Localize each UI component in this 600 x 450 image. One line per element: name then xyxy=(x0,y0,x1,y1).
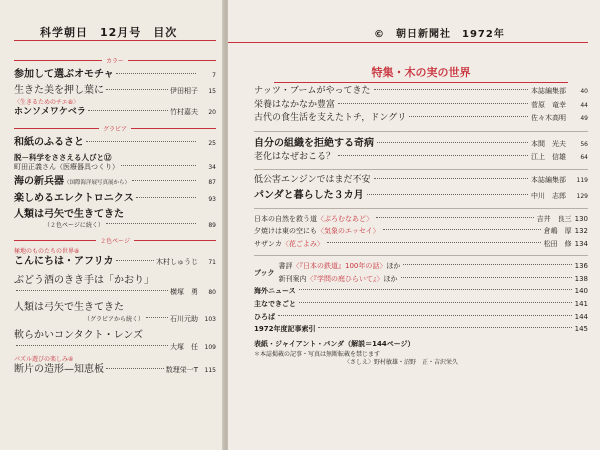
publisher-line: © 朝日新聞社 1972年 xyxy=(374,29,505,40)
toc-entry[interactable]: ホンソメワケベラ 竹村嘉夫 20 xyxy=(14,107,216,118)
toc-entry-sub[interactable]: （グラビアから続く） 石川元助 103 xyxy=(84,314,216,323)
toc-entry[interactable]: 栄養はなかなか豊富 菅原 竜幸 44 xyxy=(254,99,588,110)
toc-entry[interactable]: 低公害エンジンではまだ不安 本誌編集部 119 xyxy=(254,175,588,185)
toc-entry[interactable]: 人類は弓矢で生きてきた xyxy=(14,209,124,221)
cover-note: 表紙・ジャイアント・パンダ（解説＝144ページ） xyxy=(254,339,415,348)
toc-entry[interactable]: 老化はなぜおこる？ 江上 信雄 64 xyxy=(254,151,588,162)
section-gravure-label: グラビア xyxy=(14,124,216,133)
toc-entry[interactable]: 海の新兵器 （国際海洋展写真展から） 87 xyxy=(14,176,216,188)
right-header xyxy=(254,10,588,40)
toc-entry[interactable]: 楽しめるエレクトロニクス 93 xyxy=(14,192,216,204)
toc-entry[interactable]: 参加して選ぶオモチャ 7 xyxy=(14,69,216,80)
toc-entry[interactable]: 断片の造形—知恵板 数理栄一T 115 xyxy=(14,364,216,376)
toc-entry[interactable]: 古代の食生活を支えたトチ，ドングリ 佐々木高明 49 xyxy=(254,113,588,123)
toc-entry[interactable]: 軟らかいコンタクト・レンズ xyxy=(14,330,144,342)
section-color-label: カラー xyxy=(14,56,216,65)
toc-entry[interactable]: サザンカ 〈花ごよみ〉 松田 修 134 xyxy=(254,239,588,248)
contents-title: 科学朝日 12月号 目次 xyxy=(40,26,178,39)
toc-entry-sub[interactable]: 町田正義さん（医療器具つくり） 34 xyxy=(14,162,216,171)
series-subtitle: 極地のものたちの世界⑧ xyxy=(14,247,80,255)
right-page xyxy=(228,0,600,450)
section-two-color-label: ２色ページ xyxy=(14,236,216,245)
toc-entry[interactable]: 和紙のふるさと 25 xyxy=(14,137,216,149)
toc-entry[interactable]: 新刊案内 〈『学問の庭ひらいて』〉 ほか 138 xyxy=(278,274,588,283)
feature-title: 特集・木の実の世界 xyxy=(371,66,471,79)
toc-entry-sub[interactable]: 横塚 勇 80 xyxy=(14,288,216,297)
toc-entry[interactable]: 自分の組織を拒絶する奇病 本間 光夫 56 xyxy=(254,137,588,149)
toc-entry-sub[interactable]: 大塚 任 109 xyxy=(14,343,216,352)
series-subtitle: 〈生きるためのチエ⑧〉 xyxy=(14,99,80,106)
book-label: ブック xyxy=(254,268,275,277)
toc-entry[interactable]: ひろば 144 xyxy=(254,312,588,321)
toc-entry[interactable]: 1972年度記事索引 145 xyxy=(254,325,588,334)
series-subtitle: パズル遊びの楽しみ④ xyxy=(14,356,74,364)
toc-entry[interactable]: 日本の自然を救う道 〈ぷろむなあど〉 吉井 良三 130 xyxy=(254,214,588,223)
toc-entry[interactable]: 書評 〈『日本の鉄道』100年の話〉 ほか 136 xyxy=(278,262,588,271)
toc-entry[interactable]: 人類は弓矢で生きてきた xyxy=(14,302,124,314)
left-page xyxy=(0,0,224,450)
toc-entry[interactable]: ナッツ・ブームがやってきた 本誌編集部 40 xyxy=(254,86,588,96)
toc-entry[interactable]: 海外ニュース 140 xyxy=(254,287,588,296)
toc-entry[interactable]: 生きた美を押し葉に 伊田相子 15 xyxy=(14,84,216,96)
toc-entry-sub[interactable]: （２色ページに続く） 89 xyxy=(44,221,216,229)
footnote-copyright: ＊本誌掲載の記事・写真は無断転載を禁じます xyxy=(254,351,381,359)
toc-entry[interactable]: 主なできごと 141 xyxy=(254,300,588,309)
footnote-illustrators: 〈さしえ〉野村敏雄・沼野 正・吉沢栄久 xyxy=(344,358,459,366)
toc-entry[interactable]: ぶどう酒のきき手は「かおり」 xyxy=(14,275,154,287)
toc-entry[interactable]: 夕焼けは東の空にも 〈気象のエッセイ〉 倉嶋 厚 132 xyxy=(254,227,588,236)
toc-entry[interactable]: パンダと暮らした３カ月 中川 志郎 129 xyxy=(254,189,588,201)
toc-entry[interactable]: 脱－科学をささえる人びと⑫ xyxy=(14,152,112,162)
left-header xyxy=(14,10,216,39)
toc-entry[interactable]: こんにちは・アフリカ 木村しゅうじ 71 xyxy=(14,255,216,267)
